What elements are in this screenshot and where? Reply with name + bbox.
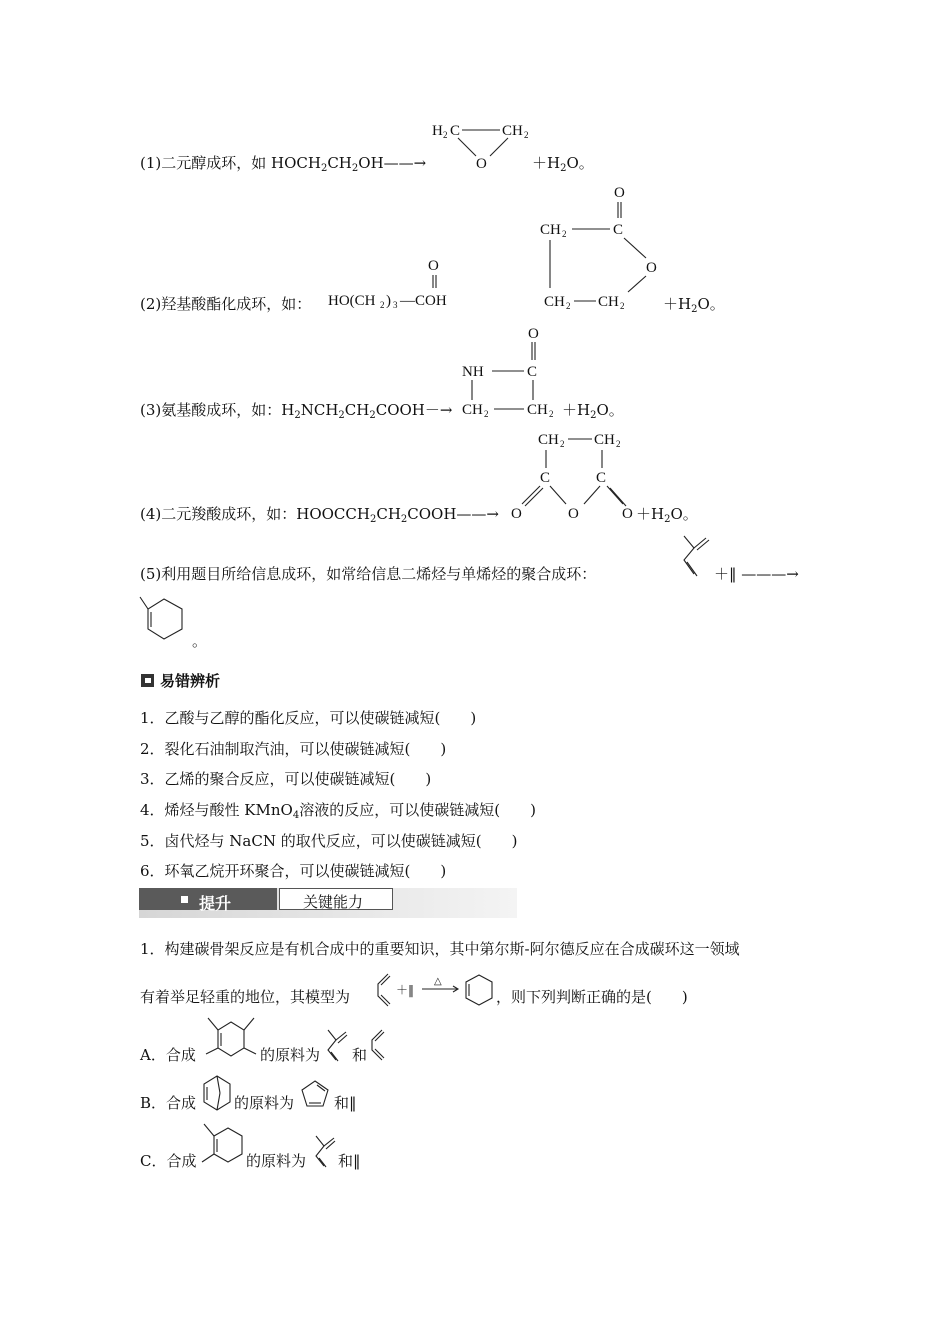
svg-text:CH: CH <box>538 432 559 448</box>
cyclohexene-skeleton <box>464 972 494 1008</box>
option-b[interactable]: B．合成 <box>140 1094 197 1112</box>
banner-label-key-ability: 关键能力 <box>303 893 364 911</box>
lactone-structure <box>538 180 678 315</box>
question-line-1: 1．构建碳骨架反应是有机合成中的重要知识，其中第尔斯-阿尔德反应在合成碳环这一领域 <box>140 940 740 958</box>
svg-text:O: O <box>476 156 487 172</box>
svg-text:2: 2 <box>443 130 448 140</box>
svg-text:CH: CH <box>540 222 561 238</box>
epoxide-structure <box>430 118 540 174</box>
svg-text:C: C <box>596 470 607 486</box>
error-item-5: 5．卤代烃与 NaCN 的取代反应，可以使碳链减短( ) <box>140 832 518 850</box>
item-2-product: $+H_2O$。 <box>663 295 725 315</box>
svg-text:2: 2 <box>616 439 621 449</box>
item-1: (1)二元醇成环，如 $HOCH_2CH_2OH——\to$ <box>140 154 427 174</box>
isoprene-skeleton <box>680 534 712 582</box>
option-b-text: 的原料为 <box>234 1094 295 1112</box>
option-a-text: 的原料为 <box>260 1046 321 1064</box>
svg-text:H: H <box>432 123 443 139</box>
item-5: (5)利用题目所给信息成环，如常给信息二烯烃与单烯烃的聚合成环： <box>140 565 597 583</box>
item-3-product: $+H_2O$。 <box>562 401 624 421</box>
item-5-arrow: ＋‖ ———→ <box>714 565 799 583</box>
svg-text:O: O <box>614 185 625 201</box>
methylcyclohexene-skeleton <box>140 593 192 645</box>
option-a-diene-skeleton <box>324 1026 348 1062</box>
svg-text:NH: NH <box>462 364 484 380</box>
anhydride-structure <box>508 426 648 526</box>
svg-text:2: 2 <box>524 130 529 140</box>
item-4: (4)二元羧酸成环，如：$HOOCCH_2CH_2COOH——\to$ <box>140 505 500 525</box>
banner-label-improve: 提升 <box>199 894 232 913</box>
svg-text:2: 2 <box>549 409 554 419</box>
question-line-2c: ，则下列判断正确的是( ) <box>496 988 688 1006</box>
svg-text:△: △ <box>434 976 442 987</box>
option-c[interactable]: C．合成 <box>140 1152 197 1170</box>
option-b-product-skeleton <box>200 1074 234 1112</box>
svg-text:C: C <box>540 470 551 486</box>
svg-text:): ) <box>386 293 391 309</box>
section-banner <box>139 888 517 918</box>
svg-text:C: C <box>527 364 538 380</box>
svg-text:O: O <box>568 506 579 522</box>
option-b-and: 和‖ <box>334 1094 357 1112</box>
item-2: (2)羟基酸酯化成环，如： <box>140 295 312 313</box>
item-3: (3)氨基酸成环，如：$H_2NCH_2CH_2COOH-\to$ <box>140 401 453 421</box>
item-1-product: $+H_2O$。 <box>532 154 594 174</box>
hydroxy-acid-structure <box>326 255 476 315</box>
svg-text:CH: CH <box>544 294 565 310</box>
lactam-structure <box>460 320 570 420</box>
svg-text:2: 2 <box>620 301 625 311</box>
svg-text:HO(CH: HO(CH <box>328 293 376 309</box>
svg-text:2: 2 <box>566 301 571 311</box>
svg-text:CH: CH <box>462 402 483 418</box>
svg-text:O: O <box>528 326 539 342</box>
svg-text:CH: CH <box>527 402 548 418</box>
error-item-6: 6．环氧乙烷开环聚合，可以使碳链减短( ) <box>140 862 447 880</box>
svg-text:O: O <box>511 506 522 522</box>
option-a-product-skeleton <box>200 1014 262 1070</box>
svg-text:3: 3 <box>393 300 398 310</box>
svg-text:O: O <box>646 260 657 276</box>
option-c-text: 的原料为 <box>246 1152 307 1170</box>
error-item-3: 3．乙烯的聚合反应，可以使碳链减短( ) <box>140 770 432 788</box>
question-line-2a: 有着举足轻重的地位，其模型为 <box>140 988 351 1006</box>
section-mark-icon <box>141 674 154 687</box>
item-5-end: 。 <box>192 632 208 650</box>
option-c-diene-skeleton <box>312 1132 336 1168</box>
error-item-2: 2．裂化石油制取汽油，可以使碳链减短( ) <box>140 740 447 758</box>
option-c-product-skeleton <box>200 1120 248 1176</box>
butadiene-skeleton <box>374 972 394 1008</box>
svg-text:2: 2 <box>562 229 567 239</box>
cyclopentadiene-skeleton <box>300 1078 330 1110</box>
option-a[interactable]: A．合成 <box>140 1046 196 1064</box>
item-4-product: $+H_2O$。 <box>636 505 698 525</box>
svg-text:C: C <box>613 222 624 238</box>
error-item-4: 4．烯烃与酸性 KMnO$_4$溶液的反应，可以使碳链减短( ) <box>140 801 536 821</box>
svg-text:O: O <box>622 506 633 522</box>
svg-text:CH: CH <box>502 123 523 139</box>
svg-text:—COH: —COH <box>400 293 447 309</box>
svg-text:CH: CH <box>598 294 619 310</box>
question-plus-ethylene: ＋‖ <box>396 983 415 997</box>
svg-text:2: 2 <box>380 300 385 310</box>
option-a-and: 和 <box>352 1046 368 1064</box>
svg-text:O: O <box>428 258 439 274</box>
option-a-alkene-skeleton <box>368 1028 388 1062</box>
svg-text:CH: CH <box>594 432 615 448</box>
heat-arrow <box>422 974 462 996</box>
option-c-and: 和‖ <box>338 1152 361 1170</box>
svg-text:2: 2 <box>560 439 565 449</box>
svg-text:2: 2 <box>484 409 489 419</box>
svg-text:C: C <box>450 123 461 139</box>
error-analysis-heading: 易错辨析 <box>141 670 220 691</box>
error-item-1: 1．乙酸与乙醇的酯化反应，可以使碳链减短( ) <box>140 709 477 727</box>
